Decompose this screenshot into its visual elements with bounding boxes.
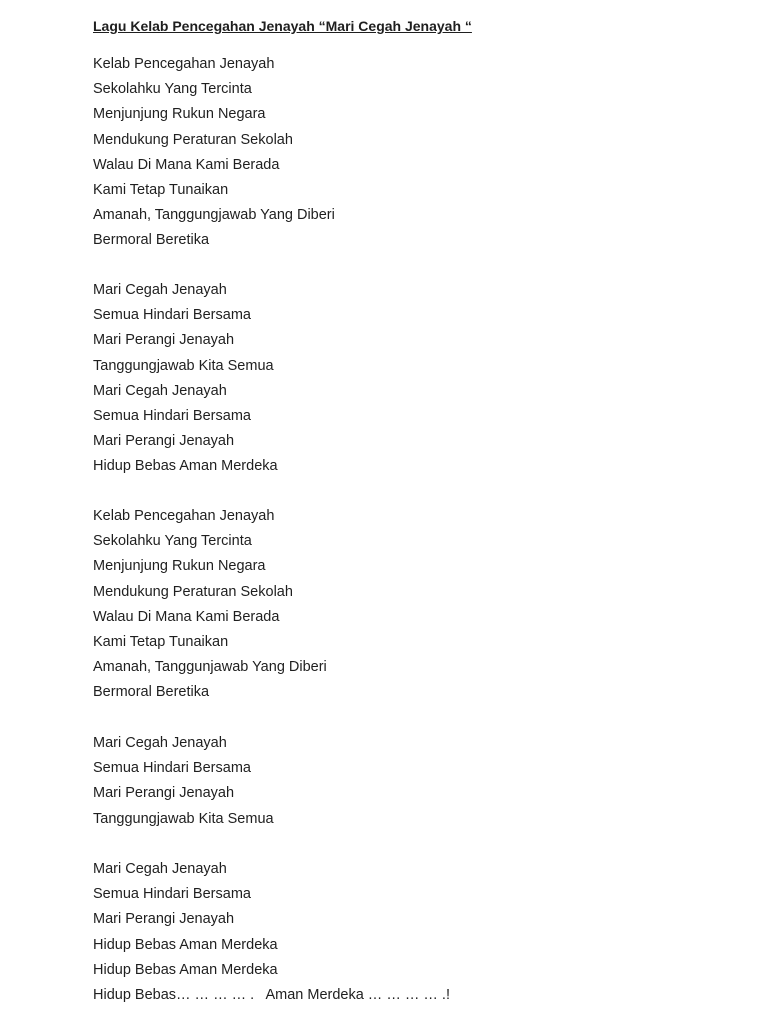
stanza-5 (93, 857, 450, 1008)
lyric-line: Semua Hindari Bersama (93, 886, 251, 903)
lyric-line: Mari Perangi Jenayah (93, 911, 235, 928)
lyric-line: Amanah, Tanggunjawab Yang Diberi (93, 659, 327, 676)
lyric-line: Mari Cegah Jenayah (93, 282, 227, 298)
stanza-4 (93, 731, 274, 832)
lyric-line: Menjunjung Rukun Negara (93, 106, 266, 123)
lyric-line: Mari Perangi Jenayah (93, 332, 235, 349)
lyric-line: Sekolahku Yang Tercinta (93, 81, 252, 98)
song-title: Lagu Kelab Pencegahan Jenayah “Mari Cegah Jenayah “ (93, 18, 472, 34)
lyric-line: Semua Hindari Bersama (93, 760, 251, 777)
stanza-1 (93, 52, 335, 254)
lyric-line: Amanah, Tanggungjawab Yang Diberi (93, 207, 335, 224)
lyric-line: Hidup Bebas Aman Merdeka (93, 458, 278, 475)
lyric-line: Tanggungjawab Kita Semua (93, 810, 274, 827)
lyric-line: Mari Cegah Jenayah (93, 735, 227, 751)
lyric-line: Kami Tetap Tunaikan (93, 633, 229, 650)
lyric-line: Hidup Bebas… … … … . Aman Merdeka … … … … .! (93, 986, 450, 1003)
stanza-3 (93, 504, 327, 706)
lyric-line: Hidup Bebas Aman Merdeka (93, 936, 278, 953)
lyric-line: Mari Cegah Jenayah (93, 861, 227, 877)
lyric-line: Mari Perangi Jenayah (93, 433, 235, 450)
lyric-line: Bermoral Beretika (93, 684, 210, 701)
lyric-line: Mari Cegah Jenayah (93, 382, 227, 399)
lyric-line: Kelab Pencegahan Jenayah (93, 508, 275, 524)
lyric-line: Kami Tetap Tunaikan (93, 181, 229, 198)
lyric-line: Bermoral Beretika (93, 232, 210, 249)
lyric-line: Menjunjung Rukun Negara (93, 558, 266, 575)
lyric-line: Semua Hindari Bersama (93, 307, 251, 324)
lyric-line: Semua Hindari Bersama (93, 407, 251, 424)
lyric-line: Mendukung Peraturan Sekolah (93, 583, 293, 600)
lyric-line: Tanggungjawab Kita Semua (93, 357, 274, 374)
lyric-line: Mari Perangi Jenayah (93, 785, 235, 802)
lyric-line: Hidup Bebas Aman Merdeka (93, 961, 278, 978)
stanza-2 (93, 278, 278, 480)
lyric-line: Walau Di Mana Kami Berada (93, 608, 280, 625)
lyric-line: Sekolahku Yang Tercinta (93, 533, 252, 550)
lyric-line: Kelab Pencegahan Jenayah (93, 56, 275, 72)
lyric-line: Mendukung Peraturan Sekolah (93, 131, 293, 148)
lyric-line: Walau Di Mana Kami Berada (93, 156, 280, 173)
